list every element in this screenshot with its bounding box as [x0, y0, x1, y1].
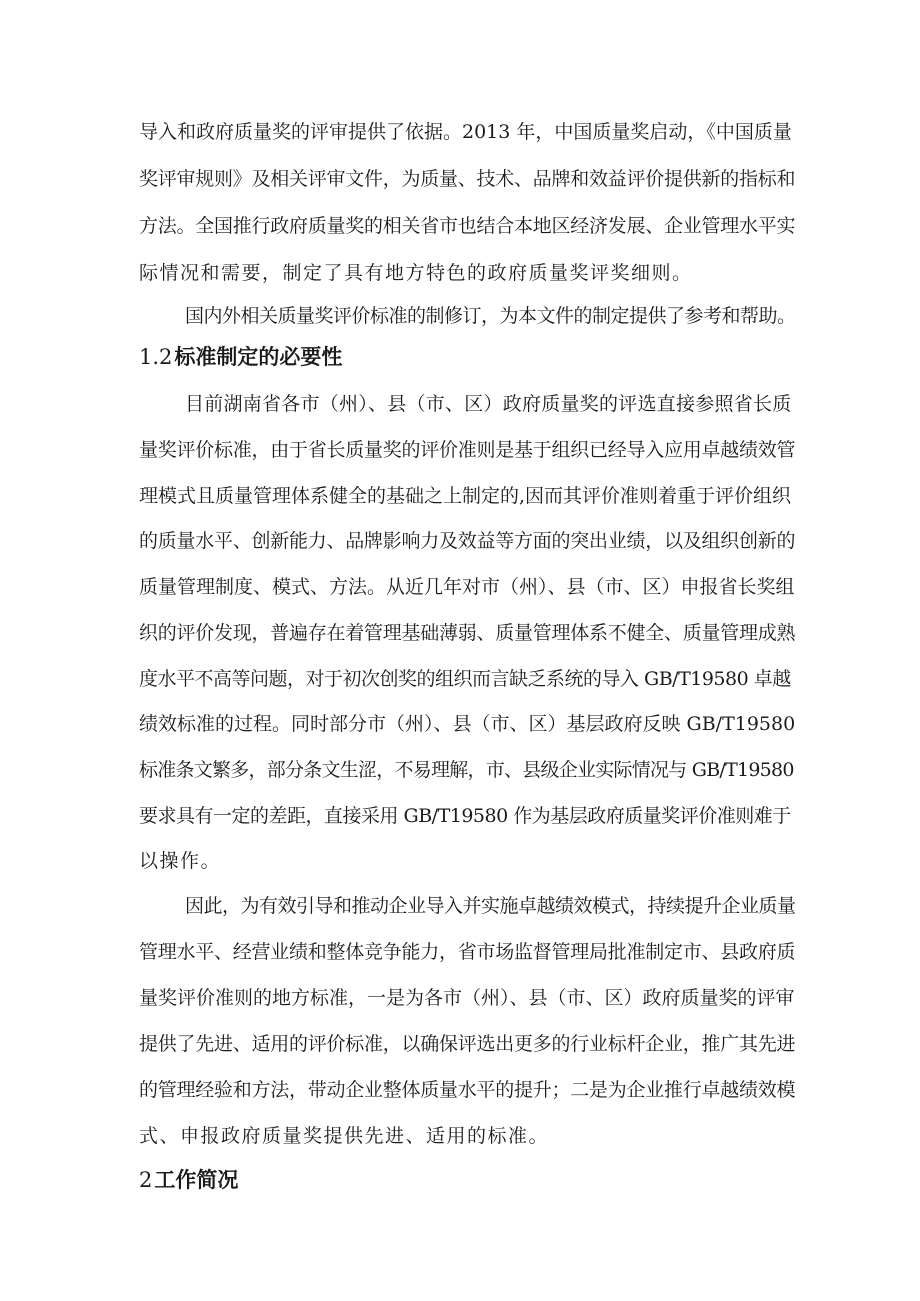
- text-line: 的管理经验和方法，带动企业整体质量水平的提升；二是为企业推行卓越绩效模: [139, 1079, 796, 1101]
- section-title: 标准制定的必要性: [174, 344, 343, 369]
- text-line: 提供了先进、适用的评价标准，以确保评选出更多的行业标杆企业，推广其先进: [139, 1033, 796, 1055]
- text-line: 管理水平、经营业绩和整体竞争能力，省市场监督管理局批准制定市、县政府质: [139, 941, 796, 963]
- text-line: 国内外相关质量奖评价标准的制修订，为本文件的制定提供了参考和帮助。: [185, 305, 796, 327]
- text-line: 要求具有一定的差距，直接采用 GB/T19580 作为基层政府质量奖评价准则难于: [139, 805, 791, 827]
- section-number: 1.2: [139, 345, 173, 369]
- text-line: 式、申报政府质量奖提供先进、适用的标准。: [139, 1125, 550, 1147]
- text-line: 目前湖南省各市（州）、县（市、区）政府质量奖的评选直接参照省长质: [185, 393, 792, 415]
- section-title: 工作简况: [154, 1167, 239, 1192]
- section-heading-2: [139, 1166, 238, 1194]
- text-line: 际情况和需要，制定了具有地方特色的政府质量奖评奖细则。: [139, 262, 693, 284]
- text-line: 的质量水平、创新能力、品牌影响力及效益等方面的突出业绩，以及组织创新的: [139, 530, 796, 552]
- text-line: 以操作。: [139, 850, 222, 872]
- text-line: 织的评价发现，普遍存在着管理基础薄弱、质量管理体系不健全、质量管理成熟: [139, 622, 796, 644]
- text-line: 导入和政府质量奖的评审提供了依据。2013 年，中国质量奖启动，《中国质量: [139, 121, 792, 143]
- text-line: 奖评审规则》及相关评审文件，为质量、技术、品牌和效益评价提供新的指标和: [139, 168, 796, 190]
- text-line: 绩效标准的过程。同时部分市（州）、县（市、区）基层政府反映 GB/T19580: [139, 713, 796, 735]
- text-line: 标准条文繁多，部分条文生涩，不易理解，市、县级企业实际情况与 GB/T19580: [139, 759, 794, 781]
- text-line: 质量管理制度、模式、方法。从近几年对市（州）、县（市、区）申报省长奖组: [139, 576, 795, 598]
- text-line: 度水平不高等问题，对于初次创奖的组织而言缺乏系统的导入 GB/T19580 卓越: [139, 668, 791, 690]
- text-line: 因此，为有效引导和推动企业导入并实施卓越绩效模式，持续提升企业质量: [185, 895, 796, 917]
- text-line: 方法。全国推行政府质量奖的相关省市也结合本地区经济发展、企业管理水平实: [139, 215, 796, 237]
- text-line: 量奖评价标准，由于省长质量奖的评价准则是基于组织已经导入应用卓越绩效管: [139, 439, 796, 461]
- section-number: 2: [139, 1168, 153, 1192]
- text-line: 理模式且质量管理体系健全的基础之上制定的,因而其评价准则着重于评价组织: [139, 485, 792, 507]
- text-line: 量奖评价准则的地方标准，一是为各市（州）、县（市、区）政府质量奖的评审: [139, 987, 795, 1009]
- section-heading-1-2: [139, 343, 342, 371]
